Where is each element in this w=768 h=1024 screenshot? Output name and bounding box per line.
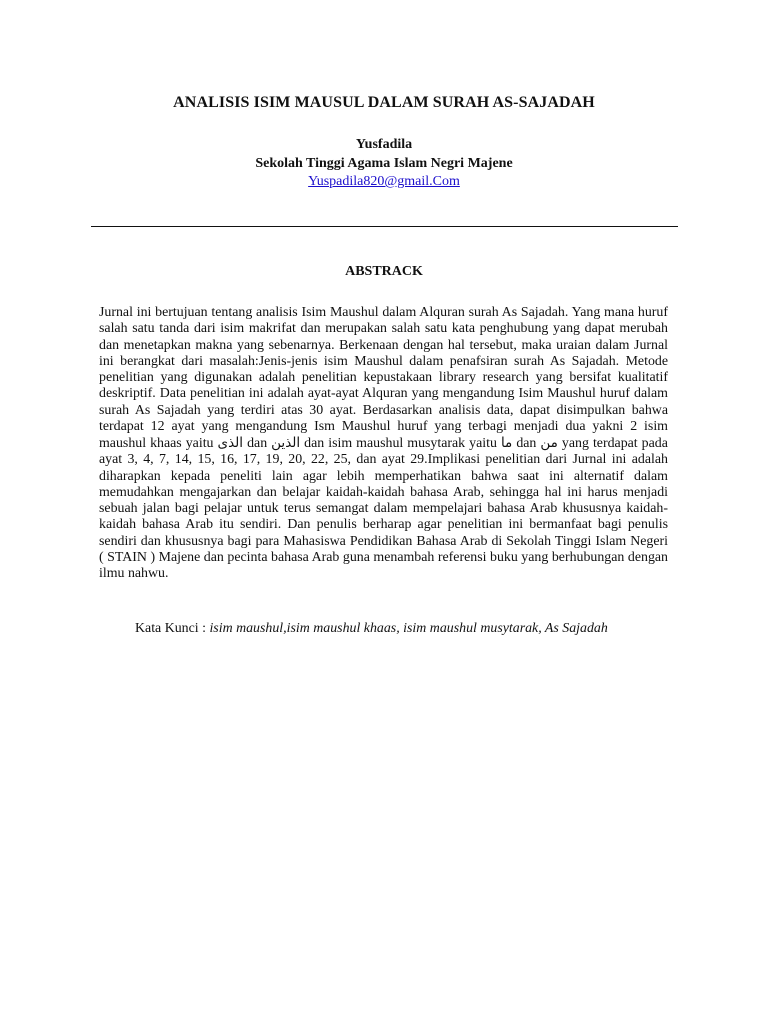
abstract-heading: ABSTRACK: [345, 264, 423, 279]
abstract-conjunction-2: dan: [516, 436, 537, 451]
abstract-text-part1: Jurnal ini bertujuan tentang analisis Isim Maushul dalam Alquran surah As Sajadah. Yang mana huruf salah satu tanda dari isim makrifat dan merupakan salah satu kata penghubung yang dapat merubah dan menetapkan makna yang sebenarnya. Berkenaan dengan hal tersebut, maka uraian dalam Jurnal ini berangkat dari masalah:Jenis-jenis isim Maushul dalam penafsiran surah As Sajadah. Metode penelitian yang digunakan adalah penelitian kepustakaan library research yang bersifat kualitatif deskriptif. Data penelitian ini adalah ayat-ayat Alquran yang mengandung Isim Maushul huruf dalam surah As Sajadah yang terdiri atas 30 ayat. Berdasarkan analisis data, dapat disimpulkan bahwa terdapat 12 ayat yang mengandung Ism Maushul huruf yang terbagi menjadi dua yakni 2 isim maushul khaas yaitu: [99, 305, 668, 451]
arabic-word-ma: ما: [500, 435, 513, 451]
author-name: Yusfadila: [355, 137, 413, 152]
abstract-text-part3: yang terdapat pada ayat 3, 4, 7, 14, 15, 16, 17, 19, 20, 22, 25, dan ayat 29.Implikasi penelitian dari Jurnal ini adalah diharapkan kepada peneliti lain agar lebih memperhatikan bahwa saat ini alternatif dalam memudahkan mengajarkan dan belajar kaidah-kaidah bahasa Arab, sehingga hal ini harus menjadi sebuah jalan bagi pelajar untuk terus semangat dalam mempelajari bahasa Arab khususnya kaidah-kaidah bahasa Arab itu sendiri. Dan penulis berharap agar penelitian ini bermanfaat bagi penulis sendiri dan khususnya bagi para Mahasiswa Pendidikan Bahasa Arab di Sekolah Tinggi Islam Negeri ( STAIN ) Majene dan pecinta bahasa Arab guna menambah referensi buku yang berhubungan dengan ilmu nahwu.: [99, 436, 668, 581]
arabic-word-alladzina: الذين: [271, 435, 301, 451]
abstract-body: [99, 305, 668, 582]
author-email: [0, 174, 768, 190]
email-link[interactable]: Yuspadila820@gmail.Com: [308, 174, 460, 189]
keywords-text: isim maushul,isim maushul khaas, isim maushul musytarak, As Sajadah: [209, 621, 608, 636]
abstract-text-part2: dan isim maushul musytarak yaitu: [304, 436, 497, 451]
header-divider: [91, 226, 678, 227]
arabic-word-man: من: [540, 435, 558, 451]
arabic-word-alladzi: الذى: [217, 435, 244, 451]
keywords-line: [135, 621, 695, 637]
paper-title: ANALISIS ISIM MAUSUL DALAM SURAH AS-SAJADAH: [173, 94, 595, 111]
author-affiliation: Sekolah Tinggi Agama Islam Negri Majene: [255, 156, 513, 171]
keywords-label: Kata Kunci :: [135, 621, 210, 636]
abstract-conjunction-1: dan: [247, 436, 268, 451]
